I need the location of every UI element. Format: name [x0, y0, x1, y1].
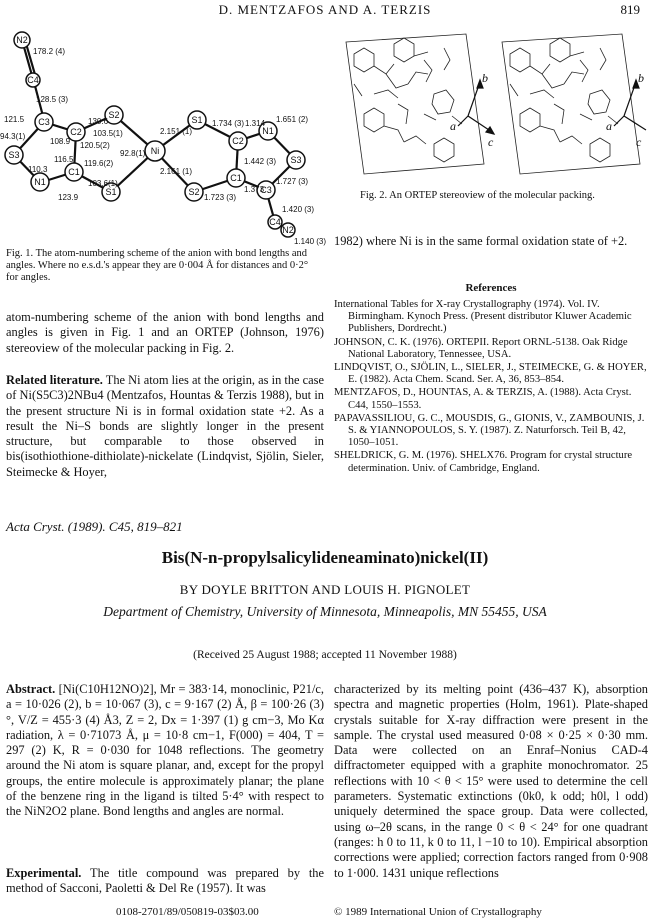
atom-label: C1: [68, 167, 80, 177]
atom-label: S1: [191, 115, 203, 125]
atom-label: C3: [38, 117, 50, 127]
atom-label: C1: [230, 173, 242, 183]
footer-code: 0108-2701/89/050819-03$03.00: [116, 906, 259, 918]
journal-citation: Acta Cryst. (1989). C45, 819–821: [6, 519, 183, 534]
angle-value: 123.9: [58, 193, 79, 202]
abstract-heading: Abstract.: [6, 682, 56, 696]
atom-label: S1: [105, 187, 117, 197]
body-paragraph-continuation: atom-numbering scheme of the anion with bond lengths and angles is given in Fig. 1 and an ORTEP (Johnson, 1976) stereoview of the molecular packing in Fig. 2.: [6, 310, 324, 355]
running-header: [0, 0, 650, 22]
references-list: [334, 299, 648, 476]
atom-label: C4: [27, 75, 39, 85]
reference-item: LINDQVIST, O., SJÖLIN, L., SIELER, J., STEIMECKE, G. & HOYER, E. (1982). Acta Chem. Scand. Ser. A, 36, 853–854.: [334, 362, 647, 386]
footer-copyright: © 1989 International Union of Crystallography: [334, 906, 542, 918]
angle-value: 94.3(1): [0, 132, 26, 141]
page-number: 819: [620, 2, 640, 17]
atom-label: S2: [108, 110, 120, 120]
atom-label: C2: [232, 136, 244, 146]
reference-item: PAPAVASSILIOU, G. C., MOUSDIS, G., GIONIS, V., ZAMBOUNIS, J. S. & YIANNOPOULOS, S. Y. (1987). Z. Naturforsch. Teil B, 42, 1050–1051.: [334, 412, 645, 449]
atom-label: N1: [262, 126, 274, 136]
bond-value: 1.314: [245, 119, 266, 128]
bond-value: 1.373: [244, 185, 265, 194]
atom-label: C2: [70, 127, 82, 137]
axis-label: c: [636, 135, 642, 149]
axis-label: b: [638, 71, 644, 85]
bond-value: 2.161 (1): [160, 167, 193, 176]
atom-label: N1: [34, 177, 46, 187]
bond-value: 1.420 (3): [282, 205, 315, 214]
article-authors: BY DOYLE BRITTON AND LOUIS H. PIGNOLET: [179, 582, 471, 597]
axis-label: c: [488, 135, 494, 149]
experimental-paragraph: [6, 866, 324, 897]
atom-label: S3: [8, 150, 20, 160]
angle-value: 108.9: [50, 137, 71, 146]
axis-label: b: [482, 71, 488, 85]
atom-label: N2: [16, 35, 28, 45]
atom-label: Ni: [150, 146, 160, 156]
related-literature-text: The Ni atom lies at the origin, as in the case of Ni(S5C3)2NBu4 (Mentzafos, Hountas & Terzis 1988), but in the present structure Ni is in formal oxidation state +2. As a result the Ni–S bonds are slightly longer in the present structure, but comparable to those observed in bis(isothiothione-dithiolate)-nickelate (Lindqvist, Sjölin, Sieler, Steimecke & Hoyer,: [6, 373, 324, 479]
bond-value: 1.651 (2): [276, 115, 309, 124]
bond-value: 1.442 (3): [244, 157, 277, 166]
angle-value: 130.6: [88, 117, 109, 126]
experimental-heading: Experimental.: [6, 866, 82, 880]
reference-item: International Tables for X-ray Crystallography (1974). Vol. IV. Birmingham. Kynoch Press. (Present distributor Kluwer Academic Publishers, Dordrecht.): [334, 299, 632, 335]
angle-value: 103.6(1): [88, 179, 118, 188]
abstract-paragraph: [6, 682, 324, 820]
figure-1-caption: Fig. 1. The atom-numbering scheme of the anion with bond lengths and angles. Where no e.s.d.'s appear they are 0·004 Å for distances and 0·2° for angles.: [6, 248, 309, 283]
reference-item: SHELDRICK, G. M. (1976). SHELX76. Program for crystal structure determination. Univ. of Cambridge, England.: [334, 450, 633, 474]
angle-value: 120.5(2): [80, 141, 110, 150]
running-title: D. MENTZAFOS AND A. TERZIS: [218, 2, 432, 17]
bond-value: 178.2 (4): [33, 47, 66, 56]
article-title: Bis(N-n-propylsalicylideneaminato)nickel(II): [161, 548, 489, 567]
reference-item: JOHNSON, C. K. (1976). ORTEPII. Report ORNL-5138. Oak Ridge National Laboratory, Tennessee, USA.: [334, 336, 628, 360]
angle-value: 92.8(1): [120, 149, 146, 158]
figure-1-diagram: [0, 24, 327, 246]
bond-value: 1.140 (3): [294, 237, 327, 246]
references-heading: References: [465, 282, 517, 294]
atom-label: C3: [260, 185, 272, 195]
article-affiliation: Department of Chemistry, University of Minnesota, Minneapolis, MN 55455, USA: [103, 604, 547, 619]
angle-value: 121.5: [4, 115, 25, 124]
angle-value: 116.5: [54, 155, 74, 164]
related-literature-heading: Related literature.: [6, 373, 103, 387]
abstract-text: [Ni(C10H12NO)2], Mr = 383·14, monoclinic, P21/c, a = 10·026 (2), b = 10·067 (3), c = 9·167 (2) Å, β = 100·26 (3)°, V/Z = 455·3 (4) Å3, Z = 2, Dx = 1·397 (1) g cm−3, Mo Kα radiation, λ = 0·71073 Å, μ = 10·8 cm−1, F(000) = 404, T = 297 (2) K, R = 0·030 for 1048 reflections. The geometry around the Ni atom is square planar, and, except for the propyl groups, the entire molecule is approximately planar; the plane of the benzene ring in the ligand is tilted 5·4° with respect to the NiN2O2 plane. Bond lengths and angles are normal.: [6, 682, 324, 819]
related-literature-paragraph: [6, 373, 324, 480]
bond-value: 1.734 (3): [212, 119, 245, 128]
angle-value: 103.5(1): [93, 129, 123, 138]
article-received-dates: (Received 25 August 1988; accepted 11 November 1988): [193, 649, 457, 661]
experimental-text: The title compound was prepared by the method of Sacconi, Paoletti & Del Re (1957). It was: [6, 866, 324, 896]
figure-2-stereoview: [334, 24, 648, 184]
reference-item: MENTZAFOS, D., HOUNTAS, A. & TERZIS, A. (1988). Acta Cryst. C44, 1550–1553.: [334, 387, 632, 411]
bond-value: 1.723 (3): [204, 193, 237, 202]
atom-label: C4: [269, 217, 281, 227]
bond-value: 2.151 (1): [160, 127, 193, 136]
angle-value: 119.6(2): [84, 159, 114, 168]
bond-value: 1.727 (3): [276, 177, 309, 186]
bond-value: 128.5 (3): [36, 95, 69, 104]
figure-2-caption: Fig. 2. An ORTEP stereoview of the molecular packing.: [360, 190, 595, 201]
experimental-continuation: characterized by its melting point (436–437 K), absorption spectra and magnetic properties (Holm, 1961). Plate-shaped crystals suitable for X-ray diffraction were present in the sample. The crystal used measured 0·08 × 0·25 × 0·30 mm. Data were collected on an Enraf–Nonius CAD-4 diffractometer equipped with a graphite monochromator. 25 reflections with 10 < θ < 15° were used to determine the cell parameters. Systematic extinctions (0k0, k odd; h0l, l odd) uniquely determined the space group. Data were collected, using ω–2θ scans, in the range 0 < θ < 24° for one quadrant (ranges: h 0 to 11, k 0 to 11, l −10 to 10). Empirical absorption corrections were applied; correction factors ranged from 0·908 to 1·000. 1431 unique reflections: [334, 682, 648, 880]
atom-label: N2: [282, 225, 294, 235]
atom-label: S3: [290, 155, 302, 165]
angle-value: 110.3: [28, 165, 48, 174]
atom-label: S2: [188, 187, 200, 197]
right-paragraph-continuation: 1982) where Ni is in the same formal oxidation state of +2.: [334, 234, 628, 248]
axis-label: a: [606, 119, 612, 133]
axis-label: a: [450, 119, 456, 133]
